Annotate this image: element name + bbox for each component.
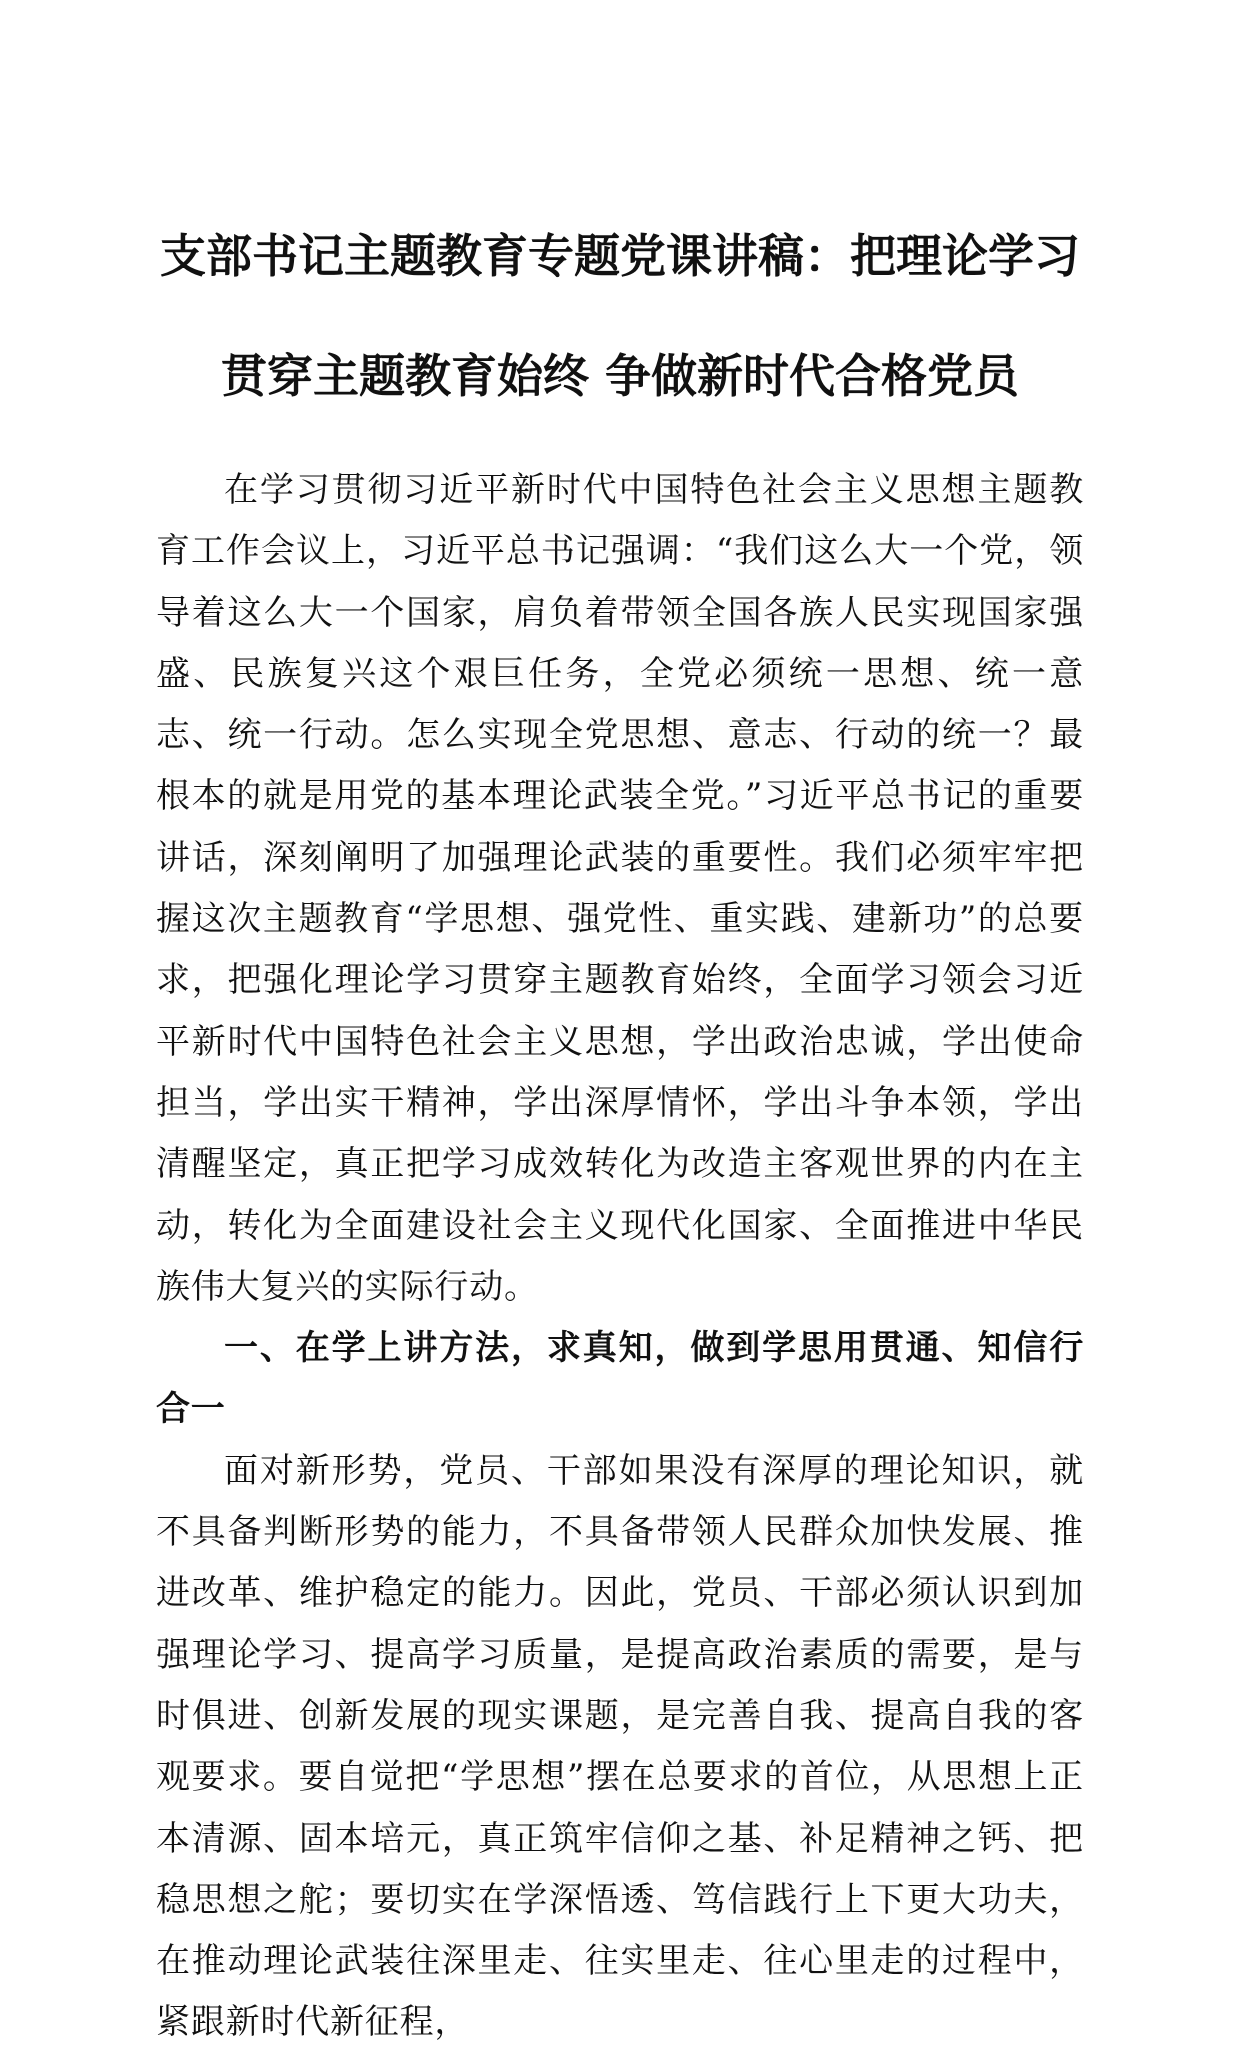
section-1-paragraph: 面对新形势，党员、干部如果没有深厚的理论知识，就不具备判断形势的能力，不具备带领人民群众加快发展、推进改革、维护稳定的能力。因此，党员、干部必须认识到加强理论学习、提高学习质量，是提高政治素质的需要，是与时俱进、创新发展的现实课题，是完善自我、提高自我的客观要求。要自觉把“学思想”摆在总要求的首位，从思想上正本清源、固本培元，真正筑牢信仰之基、补足精神之钙、把稳思想之舵；要切实在学深悟透、笃信践行上下更大功夫，在推动理论武装往深里走、往实里走、往心里走的过程中，紧跟新时代新征程， [156, 1450, 1084, 2043]
document-title-line-1: 支部书记主题教育专题党课讲稿：把理论学习 [160, 229, 1080, 283]
document-body [156, 460, 1084, 2054]
intro-paragraph: 在学习贯彻习近平新时代中国特色社会主义思想主题教育工作会议上，习近平总书记强调：“我们这么大一个党，领导着这么大一个国家，肩负着带领全国各族人民实现国家强盛、民族复兴这个艰巨任务，全党必须统一思想、统一意志、统一行动。怎么实现全党思想、意志、行动的统一？最根本的就是用党的基本理论武装全党。”习近平总书记的重要讲话，深刻阐明了加强理论武装的重要性。我们必须牢牢把握这次主题教育“学思想、强党性、重实践、建新功”的总要求，把强化理论学习贯穿主题教育始终，全面学习领会习近平新时代中国特色社会主义思想，学出政治忠诚，学出使命担当，学出实干精神，学出深厚情怀，学出斗争本领，学出清醒坚定，真正把学习成效转化为改造主客观世界的内在主动，转化为全面建设社会主义现代化国家、全面推进中华民族伟大复兴的实际行动。 [156, 470, 1084, 1307]
section-heading-1: 一、在学上讲方法，求真知，做到学思用贯通、知信行合一 [156, 1328, 1084, 1430]
document-title-line-2: 贯穿主题教育始终 争做新时代合格党员 [220, 349, 1019, 403]
